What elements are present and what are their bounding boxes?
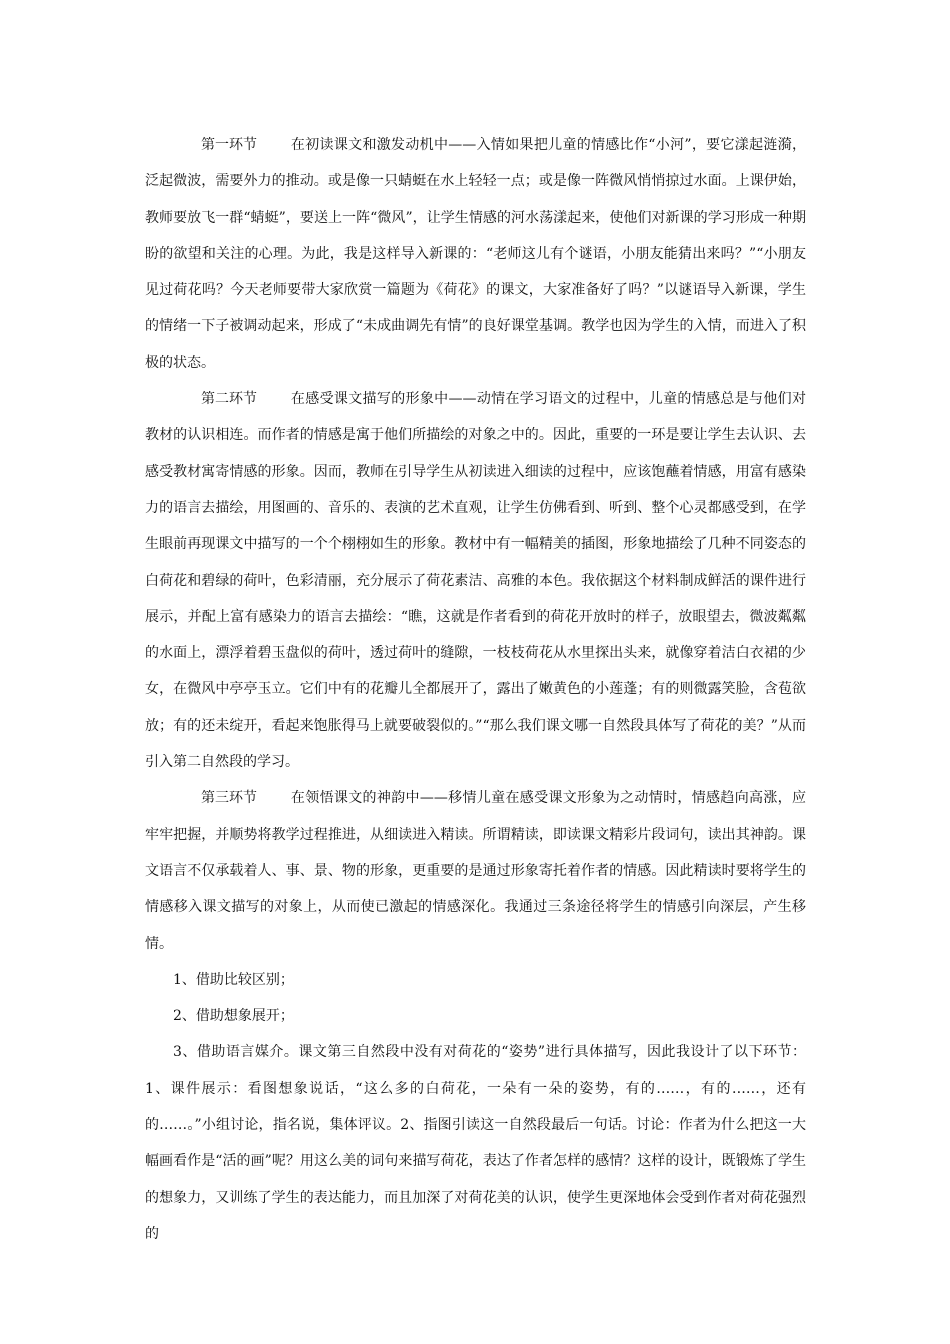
paragraph-section-2 <box>145 381 806 780</box>
paragraph-text: 在领悟课文的神韵中——移情儿童在感受课文形象为之动情时，情感趋向高涨，应牢牢把握，并顺势将教学过程推进，从细读进入精读。所谓精读，即读课文精彩片段词句，读出其神韵。课文语言不仅承载着人、事、景、物的形象，更重要的是通过形象寄托着作者的情感。因此精读时要将学生的情感移入课文描写的对象上，从而使已激起的情感深化。我通过三条途径将学生的情感引向深层，产生移情。 <box>145 790 806 952</box>
list-item-3: 3、借助语言媒介。课文第三自然段中没有对荷花的“姿势”进行具体描写，因此我设计了以下环节：1、课件展示：看图想象说话，“这么多的白荷花，一朵有一朵的姿势，有的……，有的……，还有的……。”小组讨论，指名说，集体评议。2、指图引读这一自然段最后一句话。讨论：作者为什么把这一大幅画看作是“活的画”呢？用这么美的词句来描写荷花，表达了作者怎样的感情？这样的设计，既锻炼了学生的想象力，又训练了学生的表达能力，而且加深了对荷花美的认识，使学生更深地体会受到作者对荷花强烈的 <box>145 1044 806 1242</box>
paragraph-section-3 <box>145 780 806 961</box>
paragraph-text: 在初读课文和激发动机中——入情如果把儿童的情感比作“小河”，要它漾起涟漪，泛起微波，需要外力的推动。或是像一只蜻蜓在水上轻轻一点；或是像一阵微风悄悄掠过水面。上课伊始，教师要放飞一群“蜻蜓”，要送上一阵“微风”，让学生情感的河水荡漾起来，使他们对新课的学习形成一种期盼的欲望和关注的心理。为此，我是这样导入新课的：“老师这儿有个谜语，小朋友能猜出来吗？”“小朋友见过荷花吗？今天老师要带大家欣赏一篇题为《荷花》的课文，大家准备好了吗？”以谜语导入新课，学生的情绪一下子被调动起来，形成了“未成曲调先有情”的良好课堂基调。教学也因为学生的入情，而进入了积极的状态。 <box>145 137 806 371</box>
section-label: 第三环节 <box>201 790 257 807</box>
list-item-1: 1、借助比较区别； <box>173 971 294 988</box>
section-label: 第二环节 <box>201 391 257 408</box>
list-item-2: 2、借助想象展开； <box>173 1008 294 1025</box>
paragraph-section-1 <box>145 127 806 381</box>
document-body <box>145 127 806 1252</box>
section-label: 第一环节 <box>201 137 257 153</box>
paragraph-text: 在感受课文描写的形象中——动情在学习语文的过程中，儿童的情感总是与他们对教材的认识相连。而作者的情感是寓于他们所描绘的对象之中的。因此，重要的一环是要让学生去认识、去感受教材寓寄情感的形象。因而，教师在引导学生从初读进入细读的过程中，应该饱蘸着情感，用富有感染力的语言去描绘，用图画的、音乐的、表演的艺术直观，让学生仿佛看到、听到、整个心灵都感受到，在学生眼前再现课文中描写的一个个栩栩如生的形象。教材中有一幅精美的插图，形象地描绘了几种不同姿态的白荷花和碧绿的荷叶，色彩清丽，充分展示了荷花素洁、高雅的本色。我依据这个材料制成鲜活的课件进行展示，并配上富有感染力的语言去描绘：“瞧，这就是作者看到的荷花开放时的样子，放眼望去，微波粼粼的水面上，漂浮着碧玉盘似的荷叶，透过荷叶的缝隙，一枝枝荷花从水里探出头来，就像穿着洁白衣裙的少女，在微风中亭亭玉立。它们中有的花瓣儿全都展开了，露出了嫩黄色的小莲蓬；有的则微露笑脸，含苞欲放；有的还未绽开，看起来饱胀得马上就要破裂似的。”“那么我们课文哪一自然段具体写了荷花的美？”从而引入第二自然段的学习。 <box>145 391 806 771</box>
